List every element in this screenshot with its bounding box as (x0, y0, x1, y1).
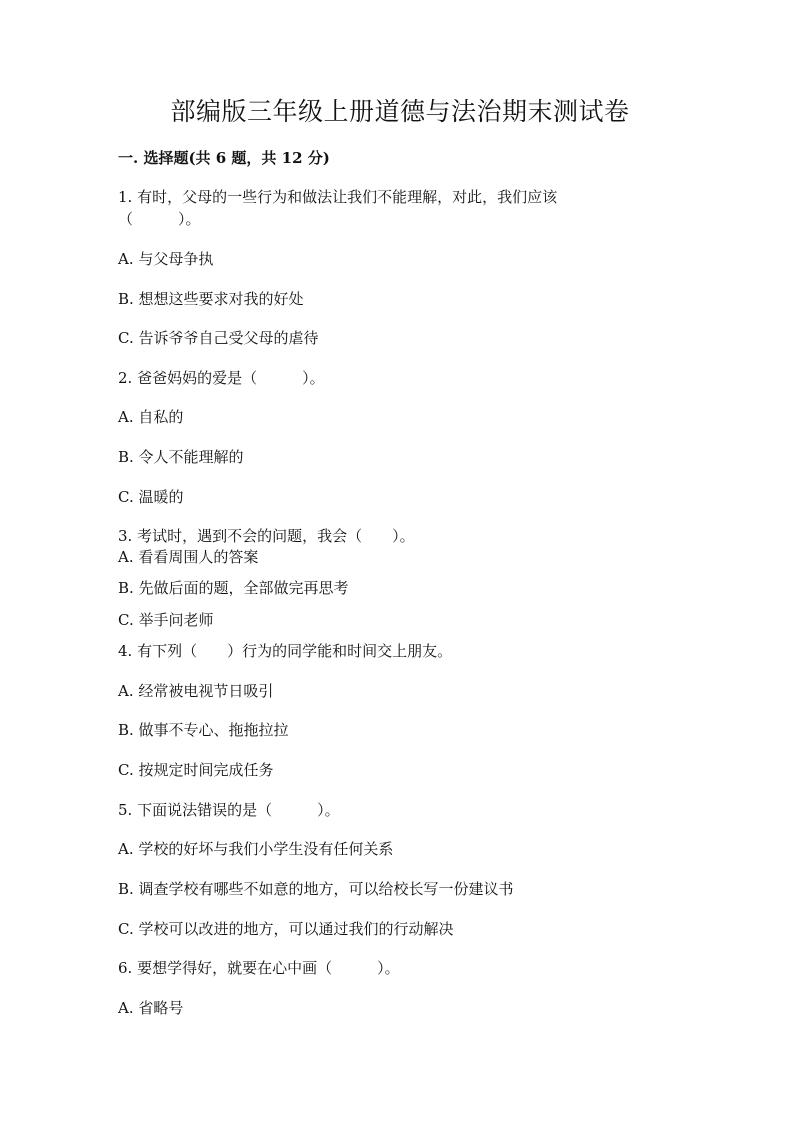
question-4-option-a: A. 经常被电视节日吸引 (118, 682, 274, 700)
question-2-option-c: C. 温暖的 (118, 488, 184, 506)
section-heading: 一. 选择题(共 6 题，共 12 分) (118, 149, 330, 167)
question-4-option-c: C. 按规定时间完成任务 (118, 761, 274, 779)
question-3-option-a: A. 看看周围人的答案 (118, 548, 259, 566)
question-4-stem: 4. 有下列（ ）行为的同学能和时间交上朋友。 (118, 642, 453, 660)
question-6-option-a: A. 省略号 (118, 999, 184, 1017)
question-5-stem: 5. 下面说法错误的是（ ）。 (118, 801, 340, 819)
question-2-option-a: A. 自私的 (118, 408, 184, 426)
question-1-option-c: C. 告诉爷爷自己受父母的虐待 (118, 329, 319, 347)
question-6-stem: 6. 要想学得好，就要在心中画（ ）。 (118, 959, 400, 977)
question-1-option-a: A. 与父母争执 (118, 250, 214, 268)
question-1-option-b: B. 想想这些要求对我的好处 (118, 290, 304, 308)
question-3-option-b: B. 先做后面的题，全部做完再思考 (118, 579, 349, 597)
question-1-stem: 1. 有时，父母的一些行为和做法让我们不能理解，对此，我们应该 (118, 188, 558, 206)
question-2-stem: 2. 爸爸妈妈的爱是（ ）。 (118, 369, 325, 387)
question-4-option-b: B. 做事不专心、拖拖拉拉 (118, 721, 289, 739)
question-1-blank: （ ）。 (118, 210, 201, 228)
page-title: 部编版三年级上册道德与法治期末测试卷 (170, 97, 630, 126)
question-3-stem: 3. 考试时，遇到不会的问题，我会（ ）。 (118, 527, 415, 545)
question-3-option-c: C. 举手问老师 (118, 611, 214, 629)
question-5-option-b: B. 调查学校有哪些不如意的地方，可以给校长写一份建议书 (118, 880, 514, 898)
question-2-option-b: B. 令人不能理解的 (118, 448, 244, 466)
question-5-option-a: A. 学校的好坏与我们小学生没有任何关系 (118, 840, 394, 858)
question-5-option-c: C. 学校可以改进的地方，可以通过我们的行动解决 (118, 920, 454, 938)
